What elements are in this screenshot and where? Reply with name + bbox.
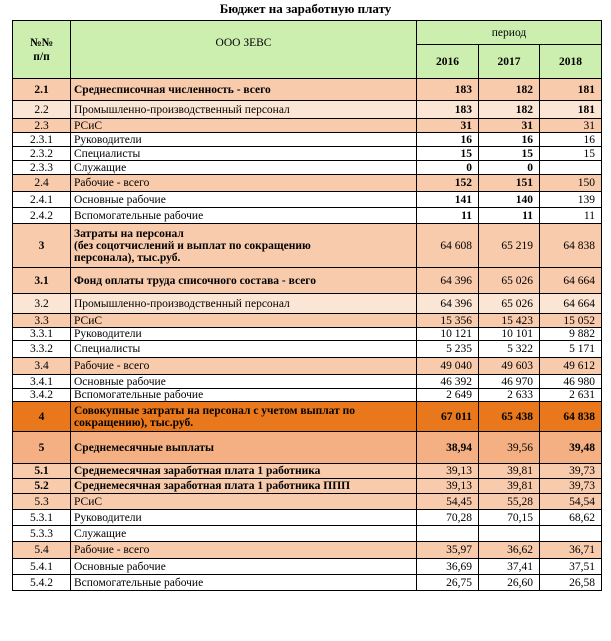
row-value: 181 (540, 79, 602, 101)
row-number: 5.4.1 (13, 559, 71, 575)
row-value: 15 052 (540, 314, 602, 328)
row-value: 182 (479, 101, 540, 119)
row-value: 37,51 (540, 559, 602, 575)
row-value: 35,97 (417, 542, 479, 559)
row-value: 16 (540, 133, 602, 147)
row-value: 36,71 (540, 542, 602, 559)
row-label: Руководители (71, 510, 417, 526)
header-period: период (417, 21, 602, 45)
row-value: 64 838 (540, 402, 602, 432)
row-value: 64 608 (417, 224, 479, 268)
table-row (13, 147, 602, 161)
table-row (13, 358, 602, 375)
row-value: 31 (479, 119, 540, 133)
header-year: 2016 (417, 45, 479, 79)
row-label: Служащие (71, 526, 417, 542)
table-row (13, 575, 602, 591)
row-value: 39,81 (479, 464, 540, 479)
row-value: 39,56 (479, 432, 540, 464)
row-value: 70,15 (479, 510, 540, 526)
row-value: 49 040 (417, 358, 479, 375)
row-label: Совокупные затраты на персонал с учетом выплат по сокращению), тыс.руб. (71, 402, 417, 432)
header-year: 2018 (540, 45, 602, 79)
row-label: Руководители (71, 328, 417, 341)
row-value: 70,28 (417, 510, 479, 526)
row-value: 182 (479, 79, 540, 101)
row-value: 31 (540, 119, 602, 133)
row-value: 2 631 (540, 389, 602, 402)
row-value: 16 (479, 133, 540, 147)
row-value: 39,13 (417, 464, 479, 479)
row-value: 68,62 (540, 510, 602, 526)
table-row (13, 494, 602, 510)
row-value: 67 011 (417, 402, 479, 432)
table-row (13, 464, 602, 479)
row-number: 5 (13, 432, 71, 464)
row-value: 183 (417, 79, 479, 101)
row-label: Вспомогательные рабочие (71, 575, 417, 591)
row-value: 140 (479, 192, 540, 208)
row-label: Среднемесячная заработная плата 1 работника (71, 464, 417, 479)
row-label: Рабочие - всего (71, 358, 417, 375)
row-value: 46 970 (479, 375, 540, 389)
row-number: 5.2 (13, 479, 71, 494)
row-label: Основные рабочие (71, 375, 417, 389)
row-number: 2.2 (13, 101, 71, 119)
row-label: Специалисты (71, 147, 417, 161)
row-number: 5.4 (13, 542, 71, 559)
header-year: 2017 (479, 45, 540, 79)
row-value (479, 526, 540, 542)
row-value: 54,54 (540, 494, 602, 510)
row-value: 64 664 (540, 294, 602, 314)
row-value: 46 980 (540, 375, 602, 389)
table-row (13, 389, 602, 402)
row-number: 3.2 (13, 294, 71, 314)
row-label: Основные рабочие (71, 192, 417, 208)
row-value: 39,13 (417, 479, 479, 494)
row-label: Рабочие - всего (71, 542, 417, 559)
row-value: 64 396 (417, 294, 479, 314)
row-label: Вспомогательные рабочие (71, 208, 417, 224)
table-row (13, 268, 602, 294)
row-number: 5.3.1 (13, 510, 71, 526)
row-value (417, 526, 479, 542)
row-value: 2 633 (479, 389, 540, 402)
row-value: 15 356 (417, 314, 479, 328)
row-value: 65 026 (479, 268, 540, 294)
row-number: 5.1 (13, 464, 71, 479)
row-label: Основные рабочие (71, 559, 417, 575)
row-value: 65 026 (479, 294, 540, 314)
row-number: 2.1 (13, 79, 71, 101)
row-number: 3.4 (13, 358, 71, 375)
page-title: Бюджет на заработную плату (219, 1, 392, 16)
row-value: 181 (540, 101, 602, 119)
row-number: 2.3 (13, 119, 71, 133)
row-number: 5.4.2 (13, 575, 71, 591)
table-row (13, 559, 602, 575)
row-value: 2 649 (417, 389, 479, 402)
row-value: 0 (417, 161, 479, 175)
row-value: 65 438 (479, 402, 540, 432)
table-row (13, 402, 602, 432)
table-row (13, 341, 602, 358)
row-value: 65 219 (479, 224, 540, 268)
row-label: Специалисты (71, 341, 417, 358)
row-number: 5.3 (13, 494, 71, 510)
row-value: 11 (540, 208, 602, 224)
row-number: 4 (13, 402, 71, 432)
row-label: Руководители (71, 133, 417, 147)
row-value: 64 396 (417, 268, 479, 294)
row-number: 3.4.1 (13, 375, 71, 389)
row-number: 2.4.2 (13, 208, 71, 224)
table-row (13, 542, 602, 559)
row-value: 5 171 (540, 341, 602, 358)
row-label: Среднемесячная заработная плата 1 работника ППП (71, 479, 417, 494)
row-value: 139 (540, 192, 602, 208)
header-num: №№ п/п (13, 21, 71, 79)
row-value: 15 (417, 147, 479, 161)
row-value: 54,45 (417, 494, 479, 510)
row-number: 3.3.1 (13, 328, 71, 341)
row-number: 3.4.2 (13, 389, 71, 402)
row-value: 9 882 (540, 328, 602, 341)
row-label: РСиС (71, 314, 417, 328)
row-value: 183 (417, 101, 479, 119)
row-value: 15 423 (479, 314, 540, 328)
row-number: 2.3.2 (13, 147, 71, 161)
row-value: 5 235 (417, 341, 479, 358)
row-value: 26,60 (479, 575, 540, 591)
row-value: 11 (479, 208, 540, 224)
budget-table (12, 20, 602, 591)
row-value: 38,94 (417, 432, 479, 464)
table-row (13, 328, 602, 341)
row-value: 64 664 (540, 268, 602, 294)
table-row (13, 432, 602, 464)
row-number: 3.3.2 (13, 341, 71, 358)
row-number: 3.1 (13, 268, 71, 294)
row-value: 31 (417, 119, 479, 133)
row-value: 37,41 (479, 559, 540, 575)
row-label: Вспомогательные рабочие (71, 389, 417, 402)
table-row (13, 192, 602, 208)
row-label: Среднесписочная численность - всего (71, 79, 417, 101)
row-number: 3 (13, 224, 71, 268)
row-value: 15 (479, 147, 540, 161)
row-value: 26,58 (540, 575, 602, 591)
table-row (13, 314, 602, 328)
row-value: 36,62 (479, 542, 540, 559)
row-value: 39,48 (540, 432, 602, 464)
row-value: 0 (479, 161, 540, 175)
row-label: Служащие (71, 161, 417, 175)
row-number: 2.3.1 (13, 133, 71, 147)
row-value: 36,69 (417, 559, 479, 575)
table-row (13, 479, 602, 494)
row-value (540, 161, 602, 175)
row-value: 39,81 (479, 479, 540, 494)
row-number: 2.3.3 (13, 161, 71, 175)
header-org: ООО ЗЕВС (71, 21, 417, 79)
row-value: 39,73 (540, 479, 602, 494)
table-row (13, 294, 602, 314)
table-row (13, 510, 602, 526)
row-value: 26,75 (417, 575, 479, 591)
table-row (13, 208, 602, 224)
row-value: 10 121 (417, 328, 479, 341)
row-number: 3.3 (13, 314, 71, 328)
row-label: Рабочие - всего (71, 175, 417, 192)
row-value: 49 603 (479, 358, 540, 375)
row-number: 2.4 (13, 175, 71, 192)
table-row (13, 79, 602, 101)
row-label: Затраты на персонал (без соцотчислений и выплат по сокращению персонала), тыс.руб. (71, 224, 417, 268)
table-row (13, 133, 602, 147)
row-label: Среднемесячные выплаты (71, 432, 417, 464)
row-value: 10 101 (479, 328, 540, 341)
row-label: РСиС (71, 494, 417, 510)
row-label: Промышленно-производственный персонал (71, 294, 417, 314)
table-row (13, 526, 602, 542)
row-value: 151 (479, 175, 540, 192)
row-label: Промышленно-производственный персонал (71, 101, 417, 119)
row-label: Фонд оплаты труда списочного состава - всего (71, 268, 417, 294)
row-value: 39,73 (540, 464, 602, 479)
row-value: 55,28 (479, 494, 540, 510)
row-value: 150 (540, 175, 602, 192)
table-row (13, 375, 602, 389)
row-value (540, 526, 602, 542)
table-row (13, 224, 602, 268)
table-row (13, 161, 602, 175)
table-row (13, 101, 602, 119)
row-number: 5.3.3 (13, 526, 71, 542)
row-label: РСиС (71, 119, 417, 133)
row-value: 5 322 (479, 341, 540, 358)
row-value: 15 (540, 147, 602, 161)
table-row (13, 119, 602, 133)
table-row (13, 175, 602, 192)
row-value: 152 (417, 175, 479, 192)
row-value: 64 838 (540, 224, 602, 268)
row-number: 2.4.1 (13, 192, 71, 208)
row-value: 49 612 (540, 358, 602, 375)
row-value: 141 (417, 192, 479, 208)
row-value: 46 392 (417, 375, 479, 389)
row-value: 11 (417, 208, 479, 224)
row-value: 16 (417, 133, 479, 147)
